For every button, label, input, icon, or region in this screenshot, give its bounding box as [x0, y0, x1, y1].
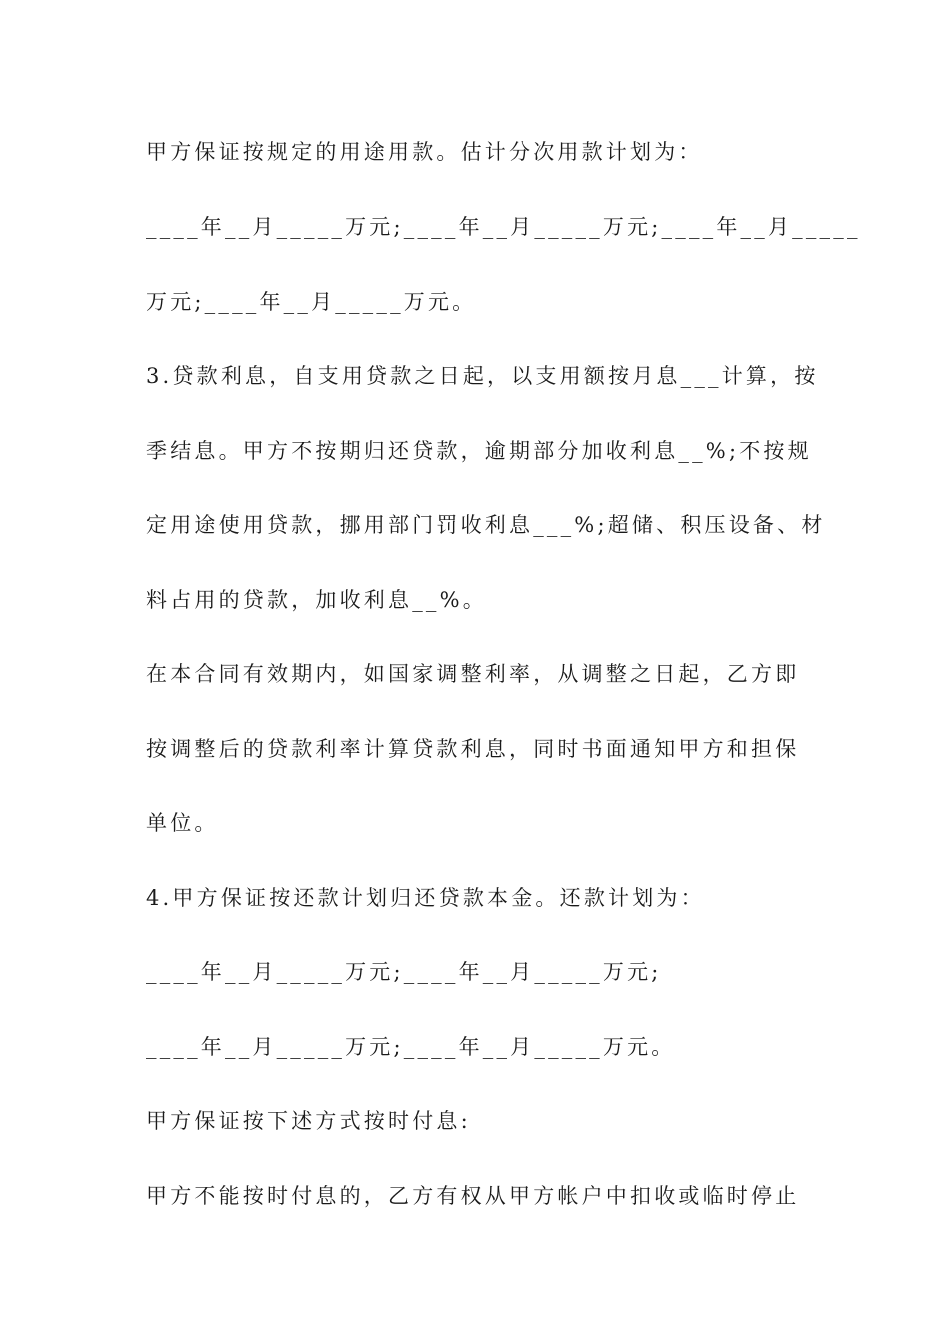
- text-line-rate-adjustment-1: 在本合同有效期内，如国家调整利率，从调整之日起，乙方即: [146, 662, 800, 686]
- text-line-interest-payment-method: 甲方保证按下述方式按时付息:: [146, 1109, 471, 1133]
- text-line-interest-clause-1: 3.贷款利息，自支用贷款之日起，以支用额按月息___计算，按: [146, 364, 819, 388]
- text-line-interest-clause-3: 定用途使用贷款，挪用部门罚收利息___%;超储、积压设备、材: [146, 513, 826, 537]
- text-line-repayment-plan-blanks-2: ____年__月_____万元;____年__月_____万元。: [146, 1035, 676, 1059]
- text-line-interest-clause-2: 季结息。甲方不按期归还贷款，逾期部分加收利息__%;不按规: [146, 439, 812, 463]
- text-line-repayment-plan-blanks-1: ____年__月_____万元;____年__月_____万元;: [146, 960, 662, 984]
- text-line-usage-plan-blanks-2: 万元;____年__月_____万元。: [146, 290, 477, 314]
- text-line-rate-adjustment-2: 按调整后的贷款利率计算贷款利息，同时书面通知甲方和担保: [146, 737, 800, 761]
- text-line-interest-clause-4: 料占用的贷款，加收利息__%。: [146, 588, 487, 612]
- text-line-usage-plan-blanks-1: ____年__月_____万元;____年__月_____万元;____年__月_____: [146, 215, 861, 239]
- text-line-repayment-plan-intro: 4.甲方保证按还款计划归还贷款本金。还款计划为：: [146, 886, 705, 910]
- text-line-rate-adjustment-3: 单位。: [146, 811, 219, 835]
- text-line-usage-plan-intro: 甲方保证按规定的用途用款。估计分次用款计划为：: [146, 140, 703, 164]
- text-line-late-payment-clause: 甲方不能按时付息的，乙方有权从甲方帐户中扣收或临时停止: [146, 1184, 800, 1208]
